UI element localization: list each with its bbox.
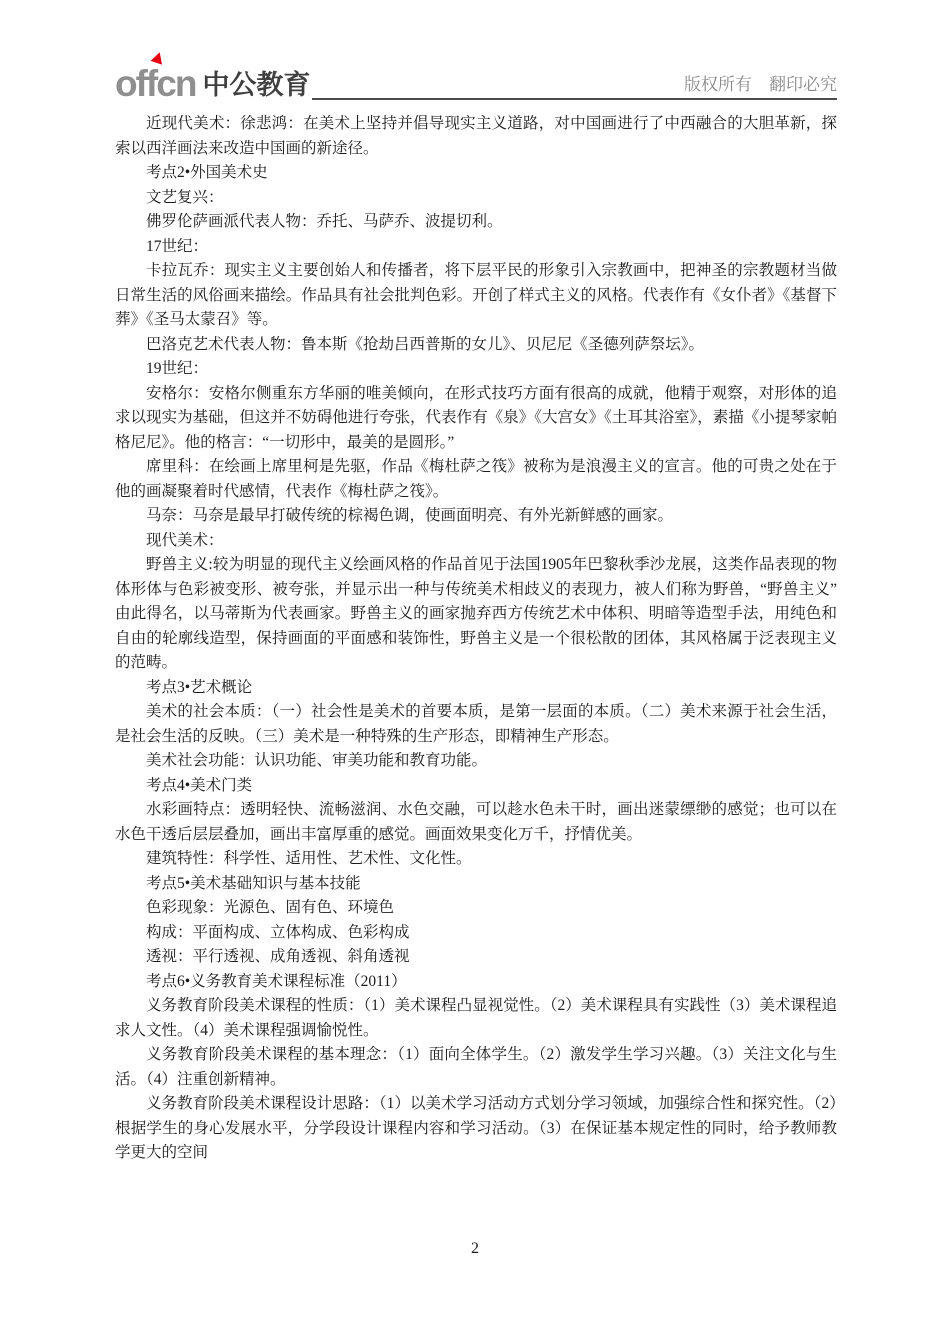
paragraph: 安格尔：安格尔侧重东方华丽的唯美倾向，在形式技巧方面有很高的成就，他精于观察，对形体的追求以现实为基础，但这并不妨碍他进行夸张，代表作有《泉》《大宫女》《土耳其浴室》，素描《小提琴家帕格尼尼》。他的格言：“一切形中，最美的是圆形。” xyxy=(115,384,837,451)
section-heading: 考点5•美术基础知识与基本技能 xyxy=(146,874,361,892)
paragraph: 义务教育阶段美术课程的基本理念：（1）面向全体学生。（2）激发学生学习兴趣。（3）关注文化与生活。（4）注重创新精神。 xyxy=(115,1046,837,1088)
copyright-notice: 版权所有 翻印必究 xyxy=(684,75,837,95)
paragraph: 野兽主义:较为明显的现代主义绘画风格的作品首见于法国1905年巴黎秋季沙龙展，这类作品表现的物体形体与色彩被变形、被夸张，并显示出一种与传统美术相歧义的表现力，被人们称为野兽，“野兽主义”由此得名，以马蒂斯为代表画家。野兽主义的画家抛弃西方传统艺术中体积、明暗等造型手法，用纯色和自由的轮廓线造型，保持画面的平面感和装饰性，野兽主义是一个很松散的团体，其风格属于泛表现主义的范畴。 xyxy=(115,556,837,671)
paragraph: 19世纪： xyxy=(146,360,209,377)
page-header xyxy=(115,58,837,104)
paragraph: 佛罗伦萨画派代表人物：乔托、马萨乔、波提切利。 xyxy=(146,213,503,230)
paragraph: 现代美术： xyxy=(146,531,224,549)
paragraph: 水彩画特点：透明轻快、流畅滋润、水色交融，可以趁水色未干时，画出迷蒙缥缈的感觉；也可以在水色干透后层层叠加，画出丰富厚重的感觉。画面效果变化万千，抒情优美。 xyxy=(115,801,837,843)
section-heading: 考点2•外国美术史 xyxy=(146,164,268,181)
section-heading: 考点3•艺术概论 xyxy=(146,678,253,696)
paragraph: 美术社会功能：认识功能、审美功能和教育功能。 xyxy=(146,752,488,769)
paragraph: 巴洛克艺术代表人物：鲁本斯《抢劫吕西普斯的女儿》、贝尼尼《圣德列萨祭坛》。 xyxy=(146,335,705,353)
document-body xyxy=(115,112,837,1166)
paragraph: 义务教育阶段美术课程的性质：（1）美术课程凸显视觉性。（2）美术课程具有实践性（3）美术课程追求人文性。（4）美术课程强调愉悦性。 xyxy=(115,997,837,1039)
paragraph: 近现代美术：徐悲鸿：在美术上坚持并倡导现实主义道路，对中国画进行了中西融合的大胆革新，探索以西洋画法来改造中国画的新途径。 xyxy=(115,115,837,157)
paragraph: 马奈：马奈是最早打破传统的棕褐色调，使画面明亮、有外光新鲜感的画家。 xyxy=(146,507,674,524)
offcn-logo-latin: offcn xyxy=(115,62,196,104)
paragraph: 色彩现象：光源色、固有色、环境色 xyxy=(146,899,395,916)
page-number: 2 xyxy=(471,1240,479,1257)
paragraph: 透视：平行透视、成角透视、斜角透视 xyxy=(146,948,410,965)
offcn-logo-chinese: 中公教育 xyxy=(202,70,311,100)
section-heading: 考点4•美术门类 xyxy=(146,776,253,794)
paragraph: 卡拉瓦乔：现实主义主要创始人和传播者，将下层平民的形象引入宗教画中，把神圣的宗教题材当做日常生活的风俗画来描绘。作品具有社会批判色彩。开创了样式主义的风格。代表作有《女仆者》《基督下葬》《圣马太蒙召》等。 xyxy=(115,262,837,328)
header-rule xyxy=(312,58,837,100)
paragraph: 文艺复兴： xyxy=(146,188,224,206)
paragraph: 建筑特性：科学性、适用性、艺术性、文化性。 xyxy=(146,850,472,867)
paragraph: 美术的社会本质：（一）社会性是美术的首要本质，是第一层面的本质。（二）美术来源于社会生活，是社会生活的反映。（三）美术是一种特殊的生产形态，即精神生产形态。 xyxy=(115,703,837,745)
offcn-logo xyxy=(115,62,311,104)
paragraph: 席里科：在绘画上席里柯是先驱，作品《梅杜萨之筏》被称为是浪漫主义的宣言。他的可贵之处在于他的画凝聚着时代感情，代表作《梅杜萨之筏》。 xyxy=(115,458,837,500)
section-heading: 考点6•义务教育美术课程标准（2011） xyxy=(146,972,407,990)
paragraph: 构成：平面构成、立体构成、色彩构成 xyxy=(146,923,410,941)
paragraph: 义务教育阶段美术课程设计思路：（1）以美术学习活动方式划分学习领域，加强综合性和探究性。（2）根据学生的身心发展水平，分学段设计课程内容和学习活动。（3）在保证基本规定性的同时，给予教师教学更大的空间 xyxy=(115,1095,837,1161)
paragraph: 17世纪： xyxy=(146,237,209,255)
